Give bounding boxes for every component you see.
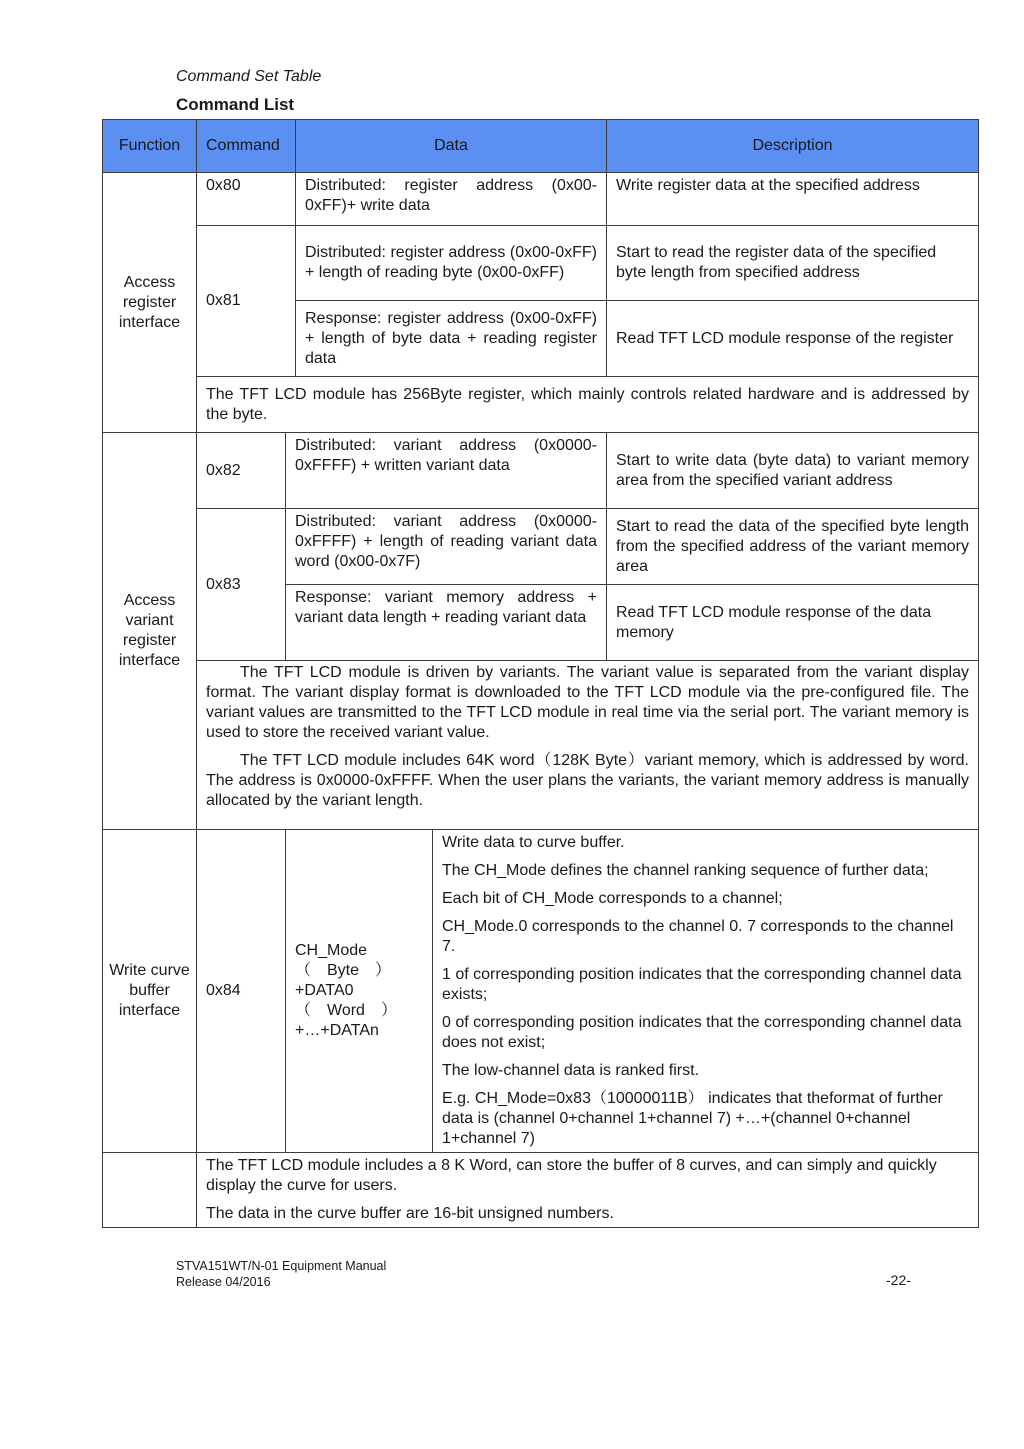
function-access-register: Access register interface: [103, 173, 197, 433]
function-write-curve: Write curve buffer interface: [103, 830, 197, 1153]
function-access-variant: Access variant register interface: [103, 433, 197, 830]
curve-description-line: E.g. CH_Mode=0x83（10000011B） indicates that theformat of further data is (channel 0+channel 1+channel 7) +…+(channel 0+channel 1+channel 7): [442, 1090, 943, 1147]
command-data: Distributed: register address (0x00-0xFF)+ write data: [296, 173, 607, 226]
command-description: Start to write data (byte data) to variant memory area from the specified variant address: [607, 433, 979, 509]
curve-note-paragraph: The TFT LCD module includes a 8 K Word, can store the buffer of 8 curves, and can simply and quickly display the curve for users.: [206, 1157, 937, 1194]
footer-release: Release 04/2016: [176, 1275, 271, 1289]
command-description: [433, 830, 979, 1153]
register-note: The TFT LCD module has 256Byte register, which mainly controls related hardware and is addressed by the byte.: [197, 377, 979, 433]
command-data: Distributed: variant address (0x0000-0xFFFF) + length of reading variant data word (0x00-0x7F): [286, 509, 607, 585]
curve-description-line: 1 of corresponding position indicates that the corresponding channel data exists;: [442, 966, 962, 1003]
table-row: [103, 433, 979, 509]
command-description: Start to read the data of the specified byte length from the specified address of the variant memory area: [607, 509, 979, 585]
page-number: -22-: [886, 1272, 911, 1288]
table-caption: Command Set Table: [176, 68, 322, 85]
curve-description-line: Each bit of CH_Mode corresponds to a channel;: [442, 890, 783, 907]
curve-description-line: CH_Mode.0 corresponds to the channel 0. 7 corresponds to the channel 7.: [442, 918, 954, 955]
command-description: Read TFT LCD module response of the data memory: [607, 585, 979, 661]
command-data: Distributed: variant address (0x0000-0xFFFF) + written variant data: [286, 433, 607, 509]
command-code: 0x80: [197, 173, 296, 226]
command-code: 0x84: [197, 830, 286, 1153]
table-row: [103, 377, 979, 433]
command-list-table: [102, 119, 979, 1228]
table-header-row: [103, 120, 979, 173]
command-data: Distributed: register address (0x00-0xFF) + length of reading byte (0x00-0xFF): [296, 226, 607, 301]
table-row: [103, 226, 979, 301]
footer-manual-title: STVA151WT/N-01 Equipment Manual: [176, 1259, 387, 1273]
command-description: Write register data at the specified address: [607, 173, 979, 226]
command-code: 0x81: [197, 226, 296, 377]
command-description: Read TFT LCD module response of the register: [607, 301, 979, 377]
empty-function-cell: [103, 1153, 197, 1228]
command-list-title: Command List: [176, 95, 295, 114]
header-description: Description: [607, 120, 979, 173]
table-row: [103, 173, 979, 226]
command-code: 0x83: [197, 509, 286, 661]
variant-note-paragraph: The TFT LCD module is driven by variants. The variant value is separated from the variant display format. The variant display format is downloaded to the TFT LCD module via the pre-configured file. The variant values are transmitted to the TFT LCD module in real time via the serial port. The variant memory is used to store the received variant value.: [206, 664, 969, 741]
variant-note: [197, 661, 979, 830]
command-code: 0x82: [197, 433, 286, 509]
curve-description-line: 0 of corresponding position indicates that the corresponding channel data does not exist;: [442, 1014, 962, 1051]
curve-note: [197, 1153, 979, 1228]
header-function: Function: [103, 120, 197, 173]
curve-description-line: The low-channel data is ranked first.: [442, 1062, 700, 1079]
variant-note-paragraph: The TFT LCD module includes 64K word（128K Byte）variant memory, which is addressed by word. The address is 0x0000-0xFFFF. When the user plans the variants, the variant memory address is manually allocated by the variant length.: [206, 752, 969, 809]
curve-note-paragraph: The data in the curve buffer are 16-bit unsigned numbers.: [206, 1205, 614, 1222]
header-command: Command: [197, 120, 296, 173]
footer-manual-info: [176, 1258, 386, 1290]
curve-description-line: The CH_Mode defines the channel ranking sequence of further data;: [442, 862, 929, 879]
curve-description-line: Write data to curve buffer.: [442, 834, 625, 851]
table-row: [103, 661, 979, 830]
command-data: Response: variant memory address + variant data length + reading variant data: [286, 585, 607, 661]
command-description: Start to read the register data of the specified byte length from specified address: [607, 226, 979, 301]
table-row: [103, 1153, 979, 1228]
table-row: [103, 830, 979, 1153]
header-data: Data: [296, 120, 607, 173]
table-row: [103, 509, 979, 585]
command-data: Response: register address (0x00-0xFF) + length of byte data + reading register data: [296, 301, 607, 377]
command-data: CH_Mode （ Byte ） +DATA0 （ Word ） +…+DATAn: [286, 830, 433, 1153]
